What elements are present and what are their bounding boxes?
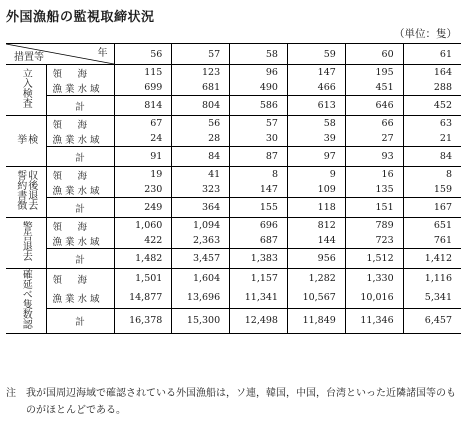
table-cell: 195 xyxy=(345,65,403,81)
table-cell: 13,696 xyxy=(172,288,230,308)
table-cell: 57 xyxy=(230,116,288,132)
table-cell: 1,330 xyxy=(345,269,403,289)
table-cell: 159 xyxy=(403,182,461,198)
page-title: 外国漁船の監視取締状況 xyxy=(6,10,155,25)
table-row xyxy=(6,269,461,289)
year-header-label: 年 xyxy=(97,48,108,59)
total-cell: 613 xyxy=(287,96,345,116)
table-cell: 1,060 xyxy=(114,218,172,234)
table-cell: 56 xyxy=(172,116,230,132)
footnote xyxy=(6,385,461,419)
total-cell: 804 xyxy=(172,96,230,116)
total-cell: 1,512 xyxy=(345,249,403,269)
group-label xyxy=(6,218,46,269)
group-label xyxy=(6,65,46,116)
table-row xyxy=(6,167,461,183)
table-cell: 147 xyxy=(287,65,345,81)
table-cell: 10,016 xyxy=(345,288,403,308)
table-cell: 288 xyxy=(403,80,461,96)
total-cell: 12,498 xyxy=(230,308,288,334)
table-cell: 67 xyxy=(114,116,172,132)
table-cell: 30 xyxy=(230,131,288,147)
table-cell: 687 xyxy=(230,233,288,249)
table-cell: 10,567 xyxy=(287,288,345,308)
table-cell: 39 xyxy=(287,131,345,147)
table-cell: 28 xyxy=(172,131,230,147)
table-cell: 651 xyxy=(403,218,461,234)
total-cell: 452 xyxy=(403,96,461,116)
group-label-text: 収後退去 xyxy=(25,170,37,210)
measure-header-label: 措置等 xyxy=(14,52,44,63)
table-row xyxy=(6,182,461,198)
table-cell: 24 xyxy=(114,131,172,147)
table-row xyxy=(6,233,461,249)
group-label-text: 誓約書徴 xyxy=(14,170,26,210)
table-cell: 9 xyxy=(287,167,345,183)
total-label: 計 xyxy=(46,96,114,116)
table-cell: 109 xyxy=(287,182,345,198)
total-cell: 84 xyxy=(172,147,230,167)
table-row xyxy=(6,218,461,234)
table-cell: 115 xyxy=(114,65,172,81)
table-cell: 5,341 xyxy=(403,288,461,308)
table-cell: 8 xyxy=(230,167,288,183)
table-cell: 21 xyxy=(403,131,461,147)
year-header: 56 xyxy=(114,44,172,65)
total-cell: 956 xyxy=(287,249,345,269)
row-label: 領 海 xyxy=(46,218,114,234)
table-cell: 16 xyxy=(345,167,403,183)
table-cell: 1,094 xyxy=(172,218,230,234)
total-row xyxy=(6,308,461,334)
table-cell: 1,604 xyxy=(172,269,230,289)
table-cell: 466 xyxy=(287,80,345,96)
footnote-label: 注 xyxy=(6,388,16,399)
total-cell: 91 xyxy=(114,147,172,167)
table-cell: 696 xyxy=(230,218,288,234)
row-label: 漁業水域 xyxy=(46,182,114,198)
header-row xyxy=(6,44,461,65)
table-cell: 8 xyxy=(403,167,461,183)
table-row xyxy=(6,65,461,81)
year-header: 59 xyxy=(287,44,345,65)
group-label xyxy=(6,116,46,167)
row-label: 領 海 xyxy=(46,167,114,183)
total-cell: 3,457 xyxy=(172,249,230,269)
year-header: 57 xyxy=(172,44,230,65)
total-row xyxy=(6,198,461,218)
group-label xyxy=(6,167,46,218)
total-label: 計 xyxy=(46,198,114,218)
table-cell: 422 xyxy=(114,233,172,249)
total-row xyxy=(6,249,461,269)
total-cell: 16,378 xyxy=(114,308,172,334)
group-label-text: 確延べ隻数認 xyxy=(20,269,32,329)
group-label xyxy=(6,269,46,334)
group-label-text: 警告退去 xyxy=(20,221,32,261)
table-cell: 699 xyxy=(114,80,172,96)
total-cell: 93 xyxy=(345,147,403,167)
year-header: 61 xyxy=(403,44,461,65)
table-cell: 96 xyxy=(230,65,288,81)
total-cell: 249 xyxy=(114,198,172,218)
row-label: 領 海 xyxy=(46,269,114,289)
table-cell: 144 xyxy=(287,233,345,249)
group-label-text: 挙 xyxy=(14,134,26,144)
year-header: 60 xyxy=(345,44,403,65)
total-cell: 646 xyxy=(345,96,403,116)
header-corner xyxy=(6,44,114,65)
row-label: 漁業水域 xyxy=(46,80,114,96)
table-cell: 19 xyxy=(114,167,172,183)
table-cell: 58 xyxy=(287,116,345,132)
table-cell: 11,341 xyxy=(230,288,288,308)
total-cell: 814 xyxy=(114,96,172,116)
table-cell: 135 xyxy=(345,182,403,198)
table-cell: 230 xyxy=(114,182,172,198)
total-cell: 155 xyxy=(230,198,288,218)
table-cell: 323 xyxy=(172,182,230,198)
total-cell: 1,412 xyxy=(403,249,461,269)
total-cell: 15,300 xyxy=(172,308,230,334)
table-row xyxy=(6,131,461,147)
year-header: 58 xyxy=(230,44,288,65)
group-label-text: 検 xyxy=(25,134,37,144)
vessel-monitoring-table xyxy=(6,43,461,334)
table-cell: 123 xyxy=(172,65,230,81)
table-row xyxy=(6,116,461,132)
table-cell: 451 xyxy=(345,80,403,96)
table-cell: 2,363 xyxy=(172,233,230,249)
row-label: 領 海 xyxy=(46,116,114,132)
table-cell: 41 xyxy=(172,167,230,183)
row-label: 漁業水域 xyxy=(46,233,114,249)
table-cell: 164 xyxy=(403,65,461,81)
table-cell: 1,157 xyxy=(230,269,288,289)
total-cell: 6,457 xyxy=(403,308,461,334)
table-cell: 681 xyxy=(172,80,230,96)
table-cell: 1,501 xyxy=(114,269,172,289)
table-cell: 27 xyxy=(345,131,403,147)
table-cell: 66 xyxy=(345,116,403,132)
table-row xyxy=(6,288,461,308)
total-label: 計 xyxy=(46,308,114,334)
group-label-text: 立入検査 xyxy=(20,68,32,108)
table-cell: 1,116 xyxy=(403,269,461,289)
row-label: 漁業水域 xyxy=(46,131,114,147)
total-cell: 167 xyxy=(403,198,461,218)
table-cell: 789 xyxy=(345,218,403,234)
table-cell: 147 xyxy=(230,182,288,198)
table-cell: 63 xyxy=(403,116,461,132)
table-cell: 761 xyxy=(403,233,461,249)
total-cell: 11,346 xyxy=(345,308,403,334)
total-cell: 87 xyxy=(230,147,288,167)
total-cell: 1,383 xyxy=(230,249,288,269)
table-cell: 723 xyxy=(345,233,403,249)
table-body xyxy=(6,65,461,334)
row-label: 漁業水域 xyxy=(46,288,114,308)
total-label: 計 xyxy=(46,147,114,167)
total-cell: 11,849 xyxy=(287,308,345,334)
footnote-text: 我が国周辺海域で確認されている外国漁船は，ソ連，韓国，中国，台湾といった近隣諸国等のものがほとんどである。 xyxy=(26,388,456,416)
table-cell: 1,282 xyxy=(287,269,345,289)
table-row xyxy=(6,80,461,96)
table-cell: 490 xyxy=(230,80,288,96)
unit-label: （単位：隻） xyxy=(394,28,457,40)
total-cell: 151 xyxy=(345,198,403,218)
total-cell: 118 xyxy=(287,198,345,218)
total-cell: 586 xyxy=(230,96,288,116)
total-cell: 97 xyxy=(287,147,345,167)
table-cell: 14,877 xyxy=(114,288,172,308)
total-cell: 1,482 xyxy=(114,249,172,269)
total-cell: 84 xyxy=(403,147,461,167)
row-label: 領 海 xyxy=(46,65,114,81)
total-row xyxy=(6,96,461,116)
total-label: 計 xyxy=(46,249,114,269)
table-cell: 812 xyxy=(287,218,345,234)
total-row xyxy=(6,147,461,167)
total-cell: 364 xyxy=(172,198,230,218)
